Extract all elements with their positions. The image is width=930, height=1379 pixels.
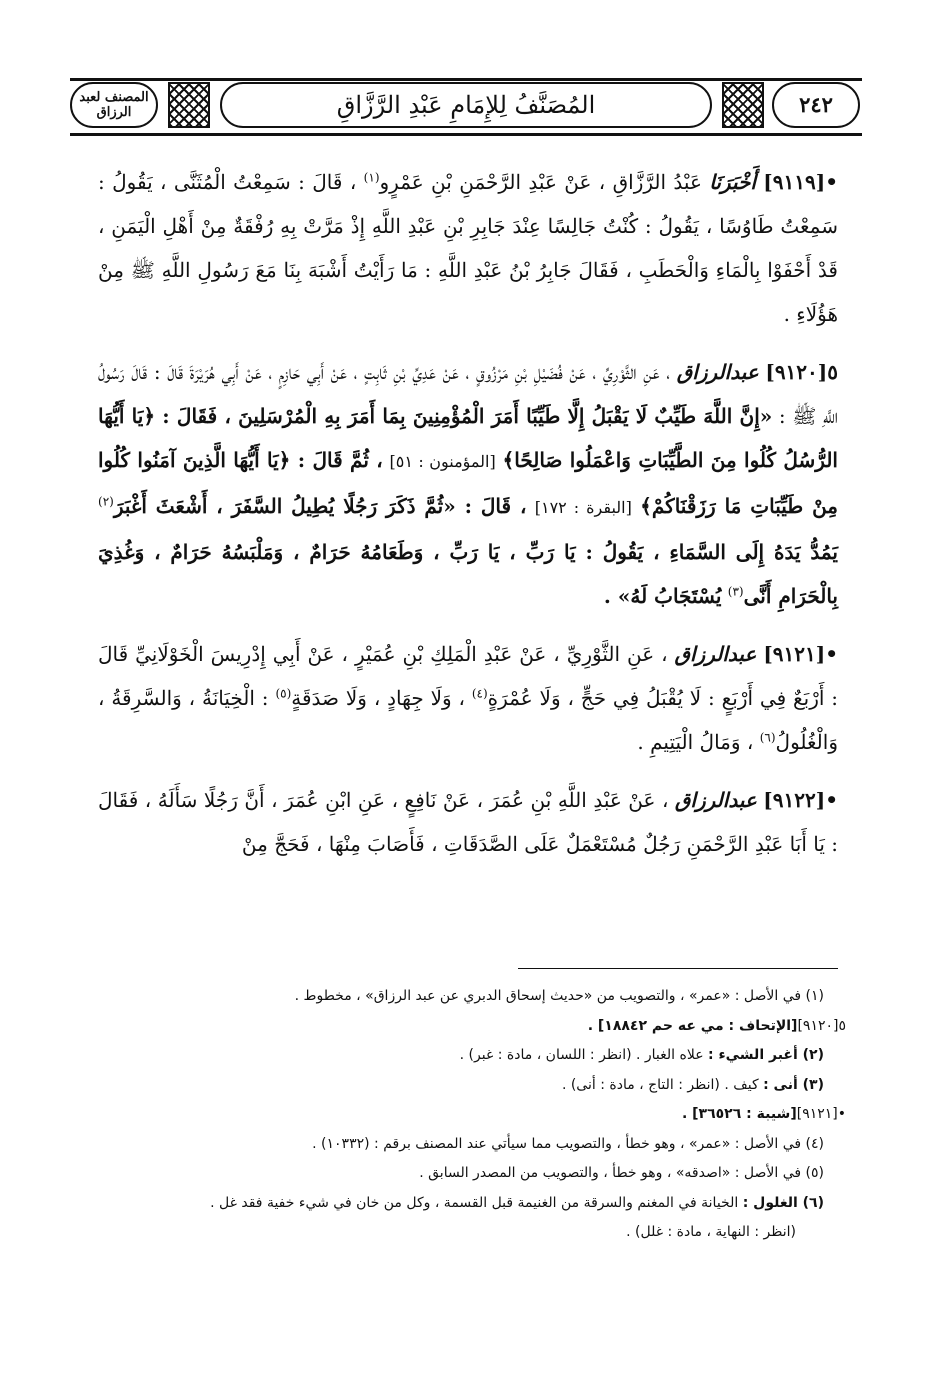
hadith-text: «إِنَّ اللَّهَ طَيِّبٌ لَا يَقْبَلُ إِلَّا طَيِّبًا أَمَرَ الْمُؤْمِنِينَ بِمَا أَمَرَ بِهِ الْمُرْسَلِينَ ، فَقَالَ : ﴿يَا أَيُّهَا الرُّسُلُ كُلُوا مِنَ الطَّيِّبَاتِ وَاعْمَلُوا صَالِحًا﴾	[98, 404, 838, 472]
xref-number: [٩١٢٠]	[797, 1017, 839, 1034]
entry-9122	[98, 778, 838, 866]
entry-text: ، عَنِ الثَّوْرِيِّ ، عَنْ عَبْدِ الْمَلِكِ بْنِ عُمَيْرٍ ، عَنْ أَبِي إِدْرِيسَ الْخَوْلَانِيِّ قَالَ : أَرْبَعٌ فِي أَرْبَعٍ : لَا يُقْبَلُ فِي حَجٍّ ، وَلَا عُمْرَةٍ	[98, 642, 839, 710]
narrator-label: عبدالرزاق	[674, 642, 757, 666]
entry-9119	[98, 160, 838, 336]
xref-source: [الإتحاف : مي عه حم ١٨٨٤٢] .	[587, 1017, 798, 1034]
footnote-label: (٦) الغلول :	[742, 1194, 824, 1211]
entry-marker: •	[825, 170, 838, 194]
footnote-ref: (٢)	[98, 494, 114, 509]
footnote-6	[98, 1189, 846, 1219]
entry-number: [٩١٢١]	[763, 642, 826, 666]
footnote-3	[98, 1071, 846, 1101]
footnote-1: (١) في الأصل : «عمر» ، والتصويب من «حديث إسحاق الدبري عن عبد الرزاق» ، مخطوط .	[294, 988, 824, 1004]
footnote-ref: (١)	[363, 170, 380, 185]
header-emblem: المصنف لعبد الرزاق	[70, 82, 158, 128]
entry-number: [٩١٢٢]	[763, 788, 826, 812]
footnote-divider	[518, 968, 838, 969]
entry-text: ، وَمَالُ الْيَتِيمِ .	[637, 730, 754, 754]
entry-9121	[98, 632, 838, 764]
narrator-label: عبدالرزاق	[674, 788, 757, 812]
hadith-text: ، ثُمَّ قَالَ : ﴿يَا أَيُّهَا الَّذِينَ آمَنُوا كُلُوا مِنْ طَيِّبَاتِ مَا رَزَقْنَاكُمْ﴾	[98, 448, 839, 518]
xref-number: [٩١٢١]	[796, 1106, 838, 1122]
entry-text: : الْخِيَانَةُ ، وَالسَّرِقَةُ ، وَالْغُلُولُ	[98, 686, 838, 754]
entry-text: ، عَنِ الثَّوْرِيِّ ، عَنْ فُضَيْلِ بْنِ مَرْزُوقٍ ، عَنْ عَدِيِّ بْنِ ثَابِتٍ ، عَنْ أَبِي حَازِمٍ ، عَنْ أَبِي هُرَيْرَةَ قَالَ : قَالَ رَسُولُ اللَّهِ ﷺ :	[98, 360, 838, 428]
xref-9120	[98, 1012, 846, 1042]
entry-text: ، وَلَا جِهَادٍ ، وَلَا صَدَقَةٍ	[291, 686, 465, 710]
footnote-2	[98, 1041, 846, 1071]
entry-9120	[98, 350, 838, 618]
footnote-6-continued: (انظر : النهاية ، مادة : غلل) .	[626, 1224, 796, 1240]
quran-reference: [البقرة : ١٧٢]	[534, 498, 632, 517]
footnote-text: علاه الغبار . (انظر : اللسان ، مادة : غبر) .	[459, 1047, 704, 1063]
footnote-ref: (٦)	[759, 730, 776, 745]
page-number: ٢٤٢	[772, 82, 860, 128]
footnote-text: كيف . (انظر : التاج ، مادة : أنى) .	[561, 1076, 759, 1093]
footnote-ref: (٥)	[275, 686, 292, 701]
entry-marker: •	[825, 788, 838, 812]
header-ornament-left	[168, 82, 210, 128]
footnote-label: (٢) أغبر الشيء :	[708, 1047, 824, 1063]
entry-marker: ٥	[827, 360, 838, 384]
main-text	[98, 160, 838, 880]
entry-text: عَبْدُ الرَّزَّاقِ ، عَنْ عَبْدِ الرَّحْمَنِ بْنِ عَمْرٍو	[379, 170, 702, 194]
footnote-label: (٣) أنى :	[763, 1076, 824, 1093]
entry-marker: •	[825, 642, 839, 666]
entry-number: [٩١٢٠]	[765, 360, 828, 384]
xref-marker: •	[837, 1106, 846, 1122]
hadith-text: يُسْتَجَابُ لَهُ» .	[603, 584, 722, 608]
footnote-ref: (٤)	[471, 686, 488, 701]
footnote-4: (٤) في الأصل : «عمر» ، وهو خطأ ، والتصويب مما سيأتي عند المصنف برقم : (١٠٣٣٢) .	[312, 1135, 824, 1152]
quran-reference: [المؤمنون : ٥١]	[389, 452, 496, 471]
header-ornament-right	[722, 82, 764, 128]
narrator-label: أَخْبَرَنَا	[709, 170, 756, 194]
hadith-text: ، قَالَ : «ثُمَّ ذَكَرَ رَجُلًا يُطِيلُ السَّفَرَ ، أَشْعَثَ أَغْبَرَ	[113, 494, 527, 518]
entry-text: ، عَنْ عَبْدِ اللَّهِ بْنِ عُمَرَ ، عَنْ نَافِعٍ ، عَنِ ابْنِ عُمَرَ ، أَنَّ رَجُلًا سَأَلَهُ ، فَقَالَ : يَا أَبَا عَبْدِ الرَّحْمَنِ رَجُلٌ مُسْتَعْمَلٌ عَلَى الصَّدَقَاتِ ، فَأَصَابَ مِنْهَا ، فَحَجَّ مِنْ	[98, 788, 838, 856]
footnote-text: الخيانة في المغنم والسرقة من الغنيمة قبل القسمة ، وكل من خان في شيء خفية فقد غل .	[210, 1194, 739, 1211]
footnote-5: (٥) في الأصل : «اصدقه» ، وهو خطأ ، والتصويب من المصدر السابق .	[419, 1165, 824, 1181]
running-title: المُصَنَّفُ لِلإِمَامِ عَبْدِ الرَّزَّاقِ	[220, 82, 712, 128]
xref-source: [شيبة : ٣٦٥٢٦] .	[681, 1106, 797, 1122]
hadith-text: يَمُدُّ يَدَهُ إِلَى السَّمَاءِ ، يَقُولُ : يَا رَبِّ ، يَا رَبِّ ، وَطَعَامُهُ حَرَامٌ ، وَمَلْبَسُهُ حَرَامٌ ، وَغُذِيَ بِالْحَرَامِ أَنَّى	[98, 540, 838, 608]
footnotes	[98, 982, 846, 1248]
xref-9121	[98, 1100, 846, 1130]
page-header	[70, 78, 862, 136]
footnote-ref: (٣)	[727, 584, 744, 599]
narrator-label: عبدالرزاق	[676, 360, 759, 384]
entry-text: ، قَالَ : سَمِعْتُ الْمُثَنَّى ، يَقُولُ : سَمِعْتُ طَاوُسًا ، يَقُولُ : كُنْتُ جَالِسًا عِنْدَ جَابِرِ بْنِ عَبْدِ اللَّهِ إِذْ مَرَّتْ بِهِ رُفْقَةٌ مِنْ أَهْلِ الْيَمَنِ ، قَدْ أَحْفَوْا بِالْمَاءِ وَالْحَطَبِ ، فَقَالَ جَابِرُ بْنُ عَبْدِ اللَّهِ : مَا رَأَيْتُ أَشْبَهَ بِنَا مَعَ رَسُولِ اللَّهِ ﷺ مِنْ هَؤُلَاءِ .	[98, 170, 838, 326]
xref-marker: ٥	[838, 1017, 846, 1034]
entry-number: [٩١١٩]	[763, 170, 826, 194]
